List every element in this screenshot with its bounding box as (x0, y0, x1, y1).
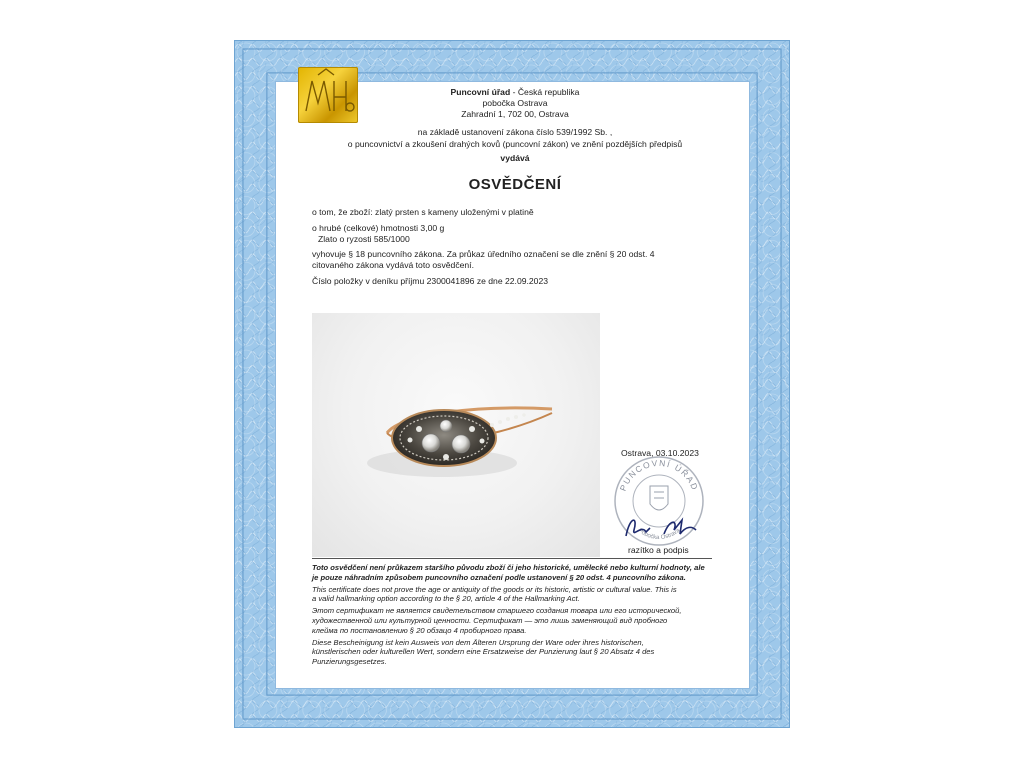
item-weight: o hrubé (celkové) hmotnosti 3,00 g (312, 223, 445, 233)
note-russian-line1: Этот сертификат не является свидетельством старшего создания товара или его исторической, (312, 606, 682, 616)
hallmark-logo (298, 67, 358, 123)
note-czech (312, 563, 712, 582)
note-czech-line1: Toto osvědčení není průkazem staršího původu zboží či jeho historické, umělecké nebo kulturní hodnoty, ale (312, 563, 705, 572)
notes-divider (312, 558, 712, 559)
issuer-address: Zahradní 1, 702 00, Ostrava (461, 109, 569, 119)
compliance-line2: citovaného zákona vydává toto osvědčení. (312, 260, 474, 270)
note-russian-line2: художественной или культурной ценности. Сертификат — это лишь заменяющий вид пробного (312, 615, 668, 625)
stamp-top-text: PUNCOVNÍ ÚŘAD (617, 457, 701, 493)
note-german (312, 638, 712, 667)
ring-photo (312, 313, 600, 557)
issuer-line (400, 87, 630, 98)
note-german-line2: künstlerischen oder kulturellen Wert, sondern eine Ersatzweise der Punzierung laut § 20 Absatz 4 des (312, 647, 655, 657)
record-number: Číslo položky v deníku příjmu 2300041896 ze dne 22.09.2023 (312, 276, 549, 286)
disclaimer-notes (312, 563, 712, 669)
note-german-line3: Punzierungsgesetzes. (312, 656, 387, 666)
issuer-office-name: Puncovní úřad (450, 87, 511, 97)
certificate-title: OSVĚDČENÍ (468, 176, 562, 193)
issuer-country: - Česká republika (510, 87, 580, 97)
place-date: Ostrava, 03.10.2023 (621, 448, 699, 458)
legal-basis-line1: na základě ustanovení zákona číslo 539/1992 Sb. , (417, 127, 613, 137)
note-english-line2: a valid hallmarking option according to the § 20, article 4 of the Hallmarking Act. (312, 594, 580, 604)
stamp-bottom-text: Pobočka Ostrava (636, 527, 682, 542)
note-english (312, 585, 712, 604)
note-czech-line2: je pouze náhradním způsobem puncovního označení podle ustanovení § 20 odst. 4 puncovního zákona. (312, 572, 686, 582)
note-russian (312, 606, 712, 635)
signature (620, 510, 720, 544)
legal-basis-line2: o puncovnictví a zkoušení drahých kovů (puncovní zákon) ve znění pozdějších předpisů (347, 139, 683, 149)
note-german-line1: Diese Bescheinigung ist kein Ausweis von dem Älteren Ursprung der Ware oder ihres historischen, (312, 637, 644, 647)
note-russian-line3: клейма по постановлению § 20 обзацо 4 пробирного права. (312, 625, 527, 635)
issuer-branch: pobočka Ostrava (482, 98, 548, 108)
item-description: o tom, že zboží: zlatý prsten s kameny uloženými v platině (312, 207, 534, 217)
issues-label: vydává (500, 153, 530, 163)
item-purity: Zlato o ryzosti 585/1000 (318, 234, 410, 244)
compliance-line1: vyhovuje § 18 puncovního zákona. Za průkaz úředního označení se dle znění § 20 odst. 4 (312, 249, 655, 259)
note-english-line1: This certificate does not prove the age or antiquity of the goods or its historic, artistic or cultural value. This is (312, 584, 677, 594)
signature-caption: razítko a podpis (628, 545, 689, 555)
